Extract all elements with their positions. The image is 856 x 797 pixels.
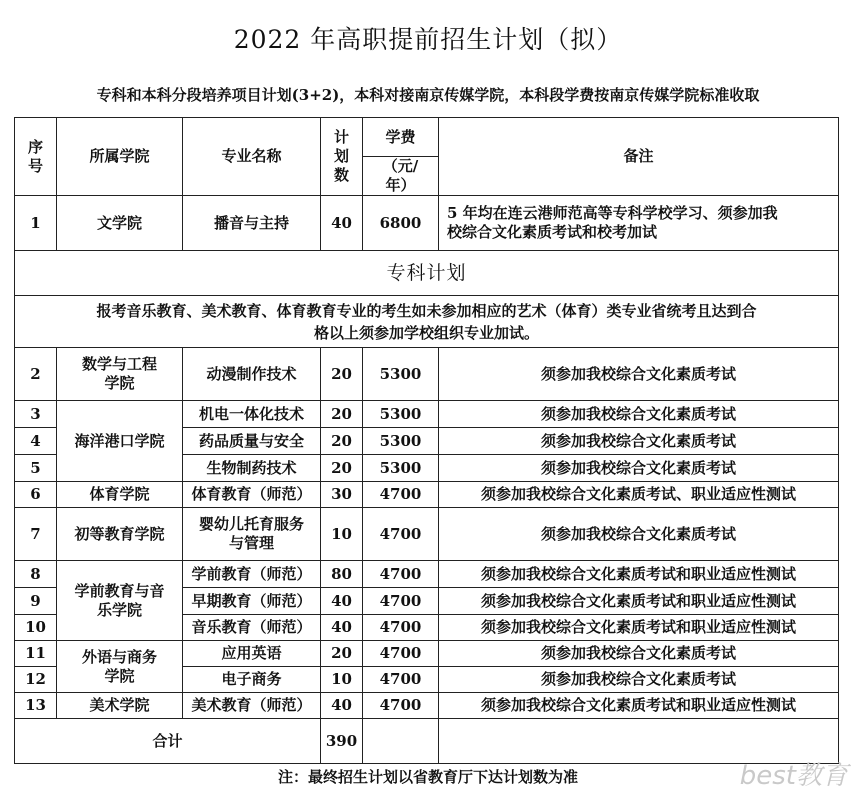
cell-note: 须参加我校综合文化素质考试、职业适应性测试 bbox=[439, 482, 839, 508]
enrollment-plan-table bbox=[14, 117, 839, 764]
table-row bbox=[15, 348, 839, 401]
total-value: 390 bbox=[321, 719, 363, 764]
cell-note: 须参加我校综合文化素质考试和职业适应性测试 bbox=[439, 615, 839, 641]
cell-plan: 10 bbox=[321, 667, 363, 693]
cell-fee: 5300 bbox=[363, 401, 439, 428]
footnote: 注：最终招生计划以省教育厅下达计划数为准 bbox=[277, 768, 578, 786]
cell-plan: 20 bbox=[321, 401, 363, 428]
cell-plan: 20 bbox=[321, 455, 363, 482]
cell-fee: 4700 bbox=[363, 482, 439, 508]
cell-seq: 4 bbox=[15, 428, 57, 455]
notice-row bbox=[15, 296, 839, 348]
cell-note: 须参加我校综合文化素质考试 bbox=[439, 428, 839, 455]
cell-plan: 40 bbox=[321, 588, 363, 615]
cell-plan: 20 bbox=[321, 348, 363, 401]
cell-seq: 9 bbox=[15, 588, 57, 615]
cell-plan: 10 bbox=[321, 508, 363, 561]
cell-college: 文学院 bbox=[57, 196, 183, 251]
cell-college: 数学与工程 学院 bbox=[57, 348, 183, 401]
cell-college: 体育学院 bbox=[57, 482, 183, 508]
cell-plan: 20 bbox=[321, 428, 363, 455]
cell-seq: 12 bbox=[15, 667, 57, 693]
cell-note: 须参加我校综合文化素质考试 bbox=[439, 508, 839, 561]
table-row bbox=[15, 196, 839, 251]
header-plan: 计 划 数 bbox=[321, 118, 363, 196]
cell-seq: 13 bbox=[15, 693, 57, 719]
cell-plan: 40 bbox=[321, 693, 363, 719]
cell-seq: 5 bbox=[15, 455, 57, 482]
header-college: 所属学院 bbox=[57, 118, 183, 196]
total-empty-fee bbox=[363, 719, 439, 764]
cell-seq: 3 bbox=[15, 401, 57, 428]
cell-major: 机电一体化技术 bbox=[183, 401, 321, 428]
cell-fee: 4700 bbox=[363, 561, 439, 588]
header-fee: 学费 bbox=[363, 118, 439, 157]
table-row bbox=[15, 641, 839, 667]
watermark: best教育 bbox=[739, 761, 848, 791]
cell-plan: 30 bbox=[321, 482, 363, 508]
cell-plan: 20 bbox=[321, 641, 363, 667]
header-note: 备注 bbox=[439, 118, 839, 196]
table-row bbox=[15, 561, 839, 588]
header-seq: 序 号 bbox=[15, 118, 57, 196]
page-title: 2022 年高职提前招生计划（拟） bbox=[233, 25, 623, 54]
cell-plan: 40 bbox=[321, 615, 363, 641]
cell-fee: 4700 bbox=[363, 641, 439, 667]
cell-seq: 6 bbox=[15, 482, 57, 508]
cell-college: 初等教育学院 bbox=[57, 508, 183, 561]
cell-seq: 11 bbox=[15, 641, 57, 667]
cell-major: 应用英语 bbox=[183, 641, 321, 667]
header-fee-unit: （元/ 年） bbox=[363, 157, 439, 196]
header-major: 专业名称 bbox=[183, 118, 321, 196]
notice-text: 报考音乐教育、美术教育、体育教育专业的考生如未参加相应的艺术（体育）类专业省统考且达到合 格以上须参加学校组织专业加试。 bbox=[15, 296, 839, 348]
cell-fee: 5300 bbox=[363, 455, 439, 482]
cell-seq: 1 bbox=[15, 196, 57, 251]
cell-major: 美术教育（师范） bbox=[183, 693, 321, 719]
section-title: 专科计划 bbox=[15, 251, 839, 296]
cell-fee: 4700 bbox=[363, 667, 439, 693]
cell-college: 学前教育与音 乐学院 bbox=[57, 561, 183, 641]
cell-note: 须参加我校综合文化素质考试 bbox=[439, 641, 839, 667]
cell-college: 海洋港口学院 bbox=[57, 401, 183, 482]
cell-seq: 10 bbox=[15, 615, 57, 641]
table-header-row bbox=[15, 118, 839, 157]
cell-note: 须参加我校综合文化素质考试 bbox=[439, 348, 839, 401]
cell-note: 须参加我校综合文化素质考试和职业适应性测试 bbox=[439, 561, 839, 588]
cell-fee: 6800 bbox=[363, 196, 439, 251]
cell-seq: 2 bbox=[15, 348, 57, 401]
cell-plan: 40 bbox=[321, 196, 363, 251]
section-row bbox=[15, 251, 839, 296]
cell-major: 播音与主持 bbox=[183, 196, 321, 251]
page-subtitle: 专科和本科分段培养项目计划(3+2)，本科对接南京传媒学院，本科段学费按南京传媒学院标准收取 bbox=[96, 86, 760, 104]
cell-note: 须参加我校综合文化素质考试 bbox=[439, 455, 839, 482]
cell-seq: 7 bbox=[15, 508, 57, 561]
cell-note: 须参加我校综合文化素质考试和职业适应性测试 bbox=[439, 693, 839, 719]
total-row bbox=[15, 719, 839, 764]
cell-major: 早期教育（师范） bbox=[183, 588, 321, 615]
cell-note: 须参加我校综合文化素质考试和职业适应性测试 bbox=[439, 588, 839, 615]
cell-major: 婴幼儿托育服务 与管理 bbox=[183, 508, 321, 561]
table-row bbox=[15, 482, 839, 508]
cell-major: 动漫制作技术 bbox=[183, 348, 321, 401]
cell-college: 外语与商务 学院 bbox=[57, 641, 183, 693]
cell-fee: 5300 bbox=[363, 428, 439, 455]
cell-fee: 5300 bbox=[363, 348, 439, 401]
cell-major: 体育教育（师范） bbox=[183, 482, 321, 508]
cell-major: 生物制药技术 bbox=[183, 455, 321, 482]
cell-note: 5 年均在连云港师范高等专科学校学习、须参加我 校综合文化素质考试和校考加试 bbox=[439, 196, 839, 251]
cell-plan: 80 bbox=[321, 561, 363, 588]
table-row bbox=[15, 508, 839, 561]
cell-major: 学前教育（师范） bbox=[183, 561, 321, 588]
table-row bbox=[15, 693, 839, 719]
cell-fee: 4700 bbox=[363, 588, 439, 615]
cell-college: 美术学院 bbox=[57, 693, 183, 719]
cell-note: 须参加我校综合文化素质考试 bbox=[439, 401, 839, 428]
table-row bbox=[15, 401, 839, 428]
total-label: 合计 bbox=[15, 719, 321, 764]
cell-fee: 4700 bbox=[363, 615, 439, 641]
cell-fee: 4700 bbox=[363, 508, 439, 561]
cell-major: 电子商务 bbox=[183, 667, 321, 693]
cell-major: 药品质量与安全 bbox=[183, 428, 321, 455]
cell-seq: 8 bbox=[15, 561, 57, 588]
cell-note: 须参加我校综合文化素质考试 bbox=[439, 667, 839, 693]
cell-fee: 4700 bbox=[363, 693, 439, 719]
cell-major: 音乐教育（师范） bbox=[183, 615, 321, 641]
